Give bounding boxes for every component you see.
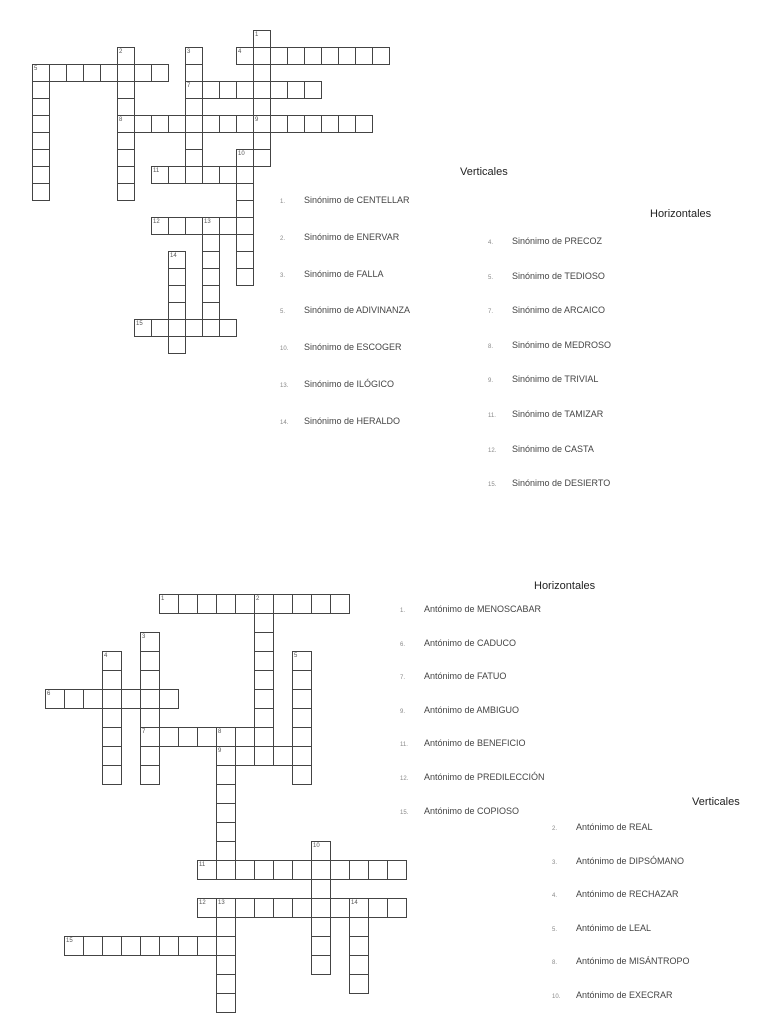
crossword-cell[interactable]	[140, 651, 160, 671]
crossword-cell[interactable]	[216, 955, 236, 975]
crossword-cell[interactable]	[102, 670, 122, 690]
clue-text: Sinónimo de ENERVAR	[304, 231, 400, 242]
puzzle2-vertical-clue	[552, 923, 651, 933]
puzzle2-vertical-clue	[552, 956, 690, 966]
clue-text: Sinónimo de ADIVINANZA	[304, 305, 411, 316]
crossword-cell[interactable]	[102, 936, 122, 956]
clue-text: Sinónimo de ESCOGER	[304, 342, 402, 353]
clue-number: 12	[199, 900, 206, 906]
crossword-cell[interactable]	[349, 974, 369, 994]
crossword-cell[interactable]	[83, 936, 103, 956]
clue-number: 3.	[280, 272, 286, 279]
clue-number: 11.	[488, 413, 496, 419]
crossword-cell[interactable]	[121, 936, 141, 956]
clue-number: 5	[34, 66, 38, 72]
clue-number: 5.	[488, 274, 494, 281]
crossword-cell[interactable]	[292, 708, 312, 728]
crossword-cell[interactable]	[102, 708, 122, 728]
clue-number: 11	[153, 168, 160, 174]
crossword-cell[interactable]	[311, 594, 331, 614]
clue-text: Sinónimo de CASTA	[512, 443, 594, 454]
clue-number: 8.	[552, 960, 558, 967]
clue-number: 1.	[280, 199, 286, 205]
crossword-cell[interactable]	[254, 632, 274, 652]
clue-text: Antónimo de EXECRAR	[576, 990, 673, 1000]
crossword-cell[interactable]	[292, 860, 312, 880]
clue-number: 1	[161, 596, 165, 602]
crossword-cell[interactable]	[216, 860, 236, 880]
clue-number: 13	[218, 900, 225, 906]
puzzle2-horizontal-heading: Horizontales	[534, 580, 596, 592]
puzzle2-horizontal-clue	[400, 705, 519, 715]
clue-text: Sinónimo de MEDROSO	[512, 339, 612, 350]
crossword-cell[interactable]	[349, 936, 369, 956]
clue-text: Antónimo de COPIOSO	[424, 805, 520, 816]
crossword-cell[interactable]	[292, 727, 312, 747]
crossword-cell[interactable]	[254, 670, 274, 690]
clue-number: 9.	[400, 708, 406, 715]
puzzle2-vertical-clue	[552, 889, 679, 899]
crossword-cell[interactable]	[159, 727, 179, 747]
clue-number: 1.	[400, 608, 406, 614]
crossword-cell[interactable]	[387, 898, 407, 918]
clue-number: 8	[119, 117, 123, 123]
clue-number: 4.	[488, 240, 494, 246]
crossword-cell[interactable]	[273, 860, 293, 880]
clue-number: 9	[218, 748, 222, 754]
crossword-cell[interactable]	[140, 936, 160, 956]
crossword-cell[interactable]	[254, 746, 274, 766]
clue-number: 5.	[552, 926, 558, 933]
crossword-cell[interactable]	[273, 746, 293, 766]
crossword-cell[interactable]	[254, 727, 274, 747]
clue-number: 3	[142, 634, 146, 640]
crossword-cell[interactable]	[387, 860, 407, 880]
clue-text: Sinónimo de TEDIOSO	[512, 270, 605, 281]
crossword-cell[interactable]	[140, 689, 160, 709]
clue-text: Antónimo de RECHAZAR	[576, 889, 679, 900]
clue-number: 14	[351, 900, 358, 906]
clue-number: 6	[47, 691, 51, 697]
crossword-cell[interactable]	[102, 746, 122, 766]
crossword-cell[interactable]	[102, 727, 122, 747]
crossword-cell[interactable]	[292, 689, 312, 709]
crossword-cell[interactable]	[254, 651, 274, 671]
crossword-cell[interactable]	[140, 765, 160, 785]
puzzle2-vertical-clue	[552, 856, 684, 866]
crossword-cell[interactable]	[292, 746, 312, 766]
clue-text: Sinónimo de ILÓGICO	[304, 379, 395, 389]
crossword-cell[interactable]	[235, 594, 255, 614]
clue-number: 7.	[488, 309, 494, 316]
crossword-cell[interactable]	[292, 898, 312, 918]
clue-text: Antónimo de LEAL	[576, 922, 652, 933]
puzzle2-horizontal-clue	[400, 604, 541, 614]
clue-number: 12.	[488, 447, 497, 454]
clue-number: 4	[238, 49, 242, 55]
clue-number: 11	[199, 862, 206, 868]
clue-text: Sinónimo de FALLA	[304, 268, 384, 279]
crossword-cell[interactable]	[216, 594, 236, 614]
crossword-cell[interactable]	[235, 746, 255, 766]
crossword-cell[interactable]	[216, 993, 236, 1013]
clue-number: 2	[256, 596, 260, 602]
crossword-cell[interactable]	[235, 860, 255, 880]
puzzle2-horizontal-clue	[400, 671, 506, 681]
puzzle2-horizontal-clue	[400, 806, 519, 816]
crossword-cell[interactable]	[368, 860, 388, 880]
crossword-cell[interactable]	[121, 689, 141, 709]
clue-text: Sinónimo de CENTELLAR	[304, 195, 410, 205]
clue-number: 10	[238, 151, 245, 157]
crossword-cell[interactable]	[216, 803, 236, 823]
clue-number: 10.	[280, 346, 289, 353]
clue-number: 4	[104, 653, 108, 659]
crossword-cell[interactable]	[254, 860, 274, 880]
puzzle2-vertical-clue	[552, 822, 653, 832]
crossword-cell[interactable]	[197, 936, 217, 956]
clue-text: Sinónimo de HERALDO	[304, 415, 401, 426]
crossword-cell[interactable]	[311, 955, 331, 975]
clue-number: 10.	[552, 994, 561, 1000]
crossword-cell[interactable]	[140, 670, 160, 690]
crossword-cell[interactable]	[102, 689, 122, 709]
crossword-cell[interactable]	[159, 689, 179, 709]
clue-text: Sinónimo de ARCAICO	[512, 305, 606, 316]
crossword-cell[interactable]	[292, 765, 312, 785]
clue-number: 4.	[552, 893, 558, 900]
clue-text: Antónimo de AMBIGUO	[424, 704, 520, 715]
crossword-cell[interactable]	[330, 860, 350, 880]
clue-number: 14.	[280, 419, 289, 426]
crossword-cell[interactable]	[254, 613, 274, 633]
crossword-cell[interactable]	[311, 917, 331, 937]
clue-number: 12	[153, 219, 160, 225]
crossword-cell[interactable]	[178, 594, 198, 614]
clue-text: Antónimo de PREDILECCIÓN	[424, 772, 545, 782]
clue-number: 15.	[400, 809, 409, 816]
clue-number: 7	[142, 729, 146, 735]
crossword-cell[interactable]	[311, 936, 331, 956]
clue-text: Sinónimo de DESIERTO	[512, 478, 611, 489]
crossword-cell[interactable]	[140, 746, 160, 766]
clue-text: Sinónimo de TAMIZAR	[512, 409, 604, 419]
clue-number: 1	[255, 32, 259, 38]
puzzle2-vertical-clue	[552, 990, 673, 1000]
clue-number: 5	[294, 653, 298, 659]
crossword-cell[interactable]	[102, 765, 122, 785]
clue-number: 2.	[280, 235, 286, 242]
crossword-cell[interactable]	[216, 841, 236, 861]
crossword-cell[interactable]	[330, 898, 350, 918]
puzzle2-horizontal-clue	[400, 738, 526, 748]
clue-text: Antónimo de MENOSCABAR	[424, 604, 542, 614]
crossword-cell[interactable]	[216, 784, 236, 804]
crossword-cell[interactable]	[159, 936, 179, 956]
crossword-cell[interactable]	[216, 936, 236, 956]
clue-number: 14	[170, 253, 177, 259]
clue-number: 7.	[400, 675, 406, 682]
clue-text: Antónimo de FATUO	[424, 671, 507, 682]
clue-text: Sinónimo de PRECOZ	[512, 236, 603, 246]
clue-number: 5.	[280, 309, 286, 316]
clue-text: Antónimo de MISÁNTROPO	[576, 956, 690, 967]
crossword-cell[interactable]	[349, 955, 369, 975]
clue-number: 12.	[400, 776, 409, 782]
crossword-cell[interactable]	[178, 727, 198, 747]
clue-number: 10	[313, 843, 320, 849]
crossword-cell[interactable]	[197, 727, 217, 747]
crossword-cell[interactable]	[349, 917, 369, 937]
clue-text: Antónimo de CADUCO	[424, 637, 517, 648]
clue-text: Sinónimo de TRIVIAL	[512, 374, 599, 385]
clue-number: 8	[218, 729, 222, 735]
clue-number: 6.	[400, 641, 406, 648]
puzzle1-horizontal-heading: Horizontales	[650, 208, 712, 220]
crossword-cell[interactable]	[197, 594, 217, 614]
clue-number: 15.	[488, 482, 497, 489]
clue-number: 11.	[400, 742, 408, 749]
crossword-cell[interactable]	[254, 689, 274, 709]
crossword-cell[interactable]	[254, 898, 274, 918]
crossword-cell[interactable]	[273, 594, 293, 614]
crossword-cell[interactable]	[292, 594, 312, 614]
crossword-cell[interactable]	[254, 708, 274, 728]
crossword-cell[interactable]	[216, 765, 236, 785]
crossword-cell[interactable]	[368, 898, 388, 918]
clue-number: 13	[204, 219, 211, 225]
crossword-cell[interactable]	[311, 898, 331, 918]
crossword-cell[interactable]	[216, 917, 236, 937]
clue-number: 2	[119, 49, 123, 55]
crossword-cell[interactable]	[216, 974, 236, 994]
crossword-cell[interactable]	[235, 898, 255, 918]
crossword-cell[interactable]	[140, 708, 160, 728]
crossword-cell[interactable]	[64, 689, 84, 709]
clue-text: Antónimo de DIPSÓMANO	[576, 855, 685, 866]
crossword-cell[interactable]	[311, 879, 331, 899]
crossword-cell[interactable]	[235, 727, 255, 747]
clue-number: 15	[136, 321, 143, 327]
crossword-cell[interactable]	[292, 670, 312, 690]
clue-number: 3	[187, 49, 191, 55]
crossword-cell[interactable]	[216, 822, 236, 842]
crossword-cell[interactable]	[273, 898, 293, 918]
clue-number: 8.	[488, 343, 494, 350]
clue-number: 9	[255, 117, 259, 123]
clue-number: 9.	[488, 378, 494, 385]
puzzle2-horizontal-clue	[400, 772, 545, 782]
clue-number: 3.	[552, 859, 558, 866]
clue-number: 15	[66, 938, 73, 944]
clue-number: 13.	[280, 383, 289, 389]
clue-text: Antónimo de BENEFICIO	[424, 738, 526, 749]
clue-number: 2.	[552, 826, 558, 832]
crossword-cell[interactable]	[349, 860, 369, 880]
crossword-cell[interactable]	[83, 689, 103, 709]
crossword-cell[interactable]	[330, 594, 350, 614]
crossword-cell[interactable]	[311, 860, 331, 880]
clue-number: 7	[187, 83, 191, 89]
puzzle1-vertical-heading: Verticales	[460, 166, 508, 178]
crossword-cell[interactable]	[178, 936, 198, 956]
clue-text: Antónimo de REAL	[576, 822, 653, 832]
puzzle2-vertical-heading: Verticales	[692, 796, 740, 808]
puzzle2-horizontal-clue	[400, 638, 516, 648]
